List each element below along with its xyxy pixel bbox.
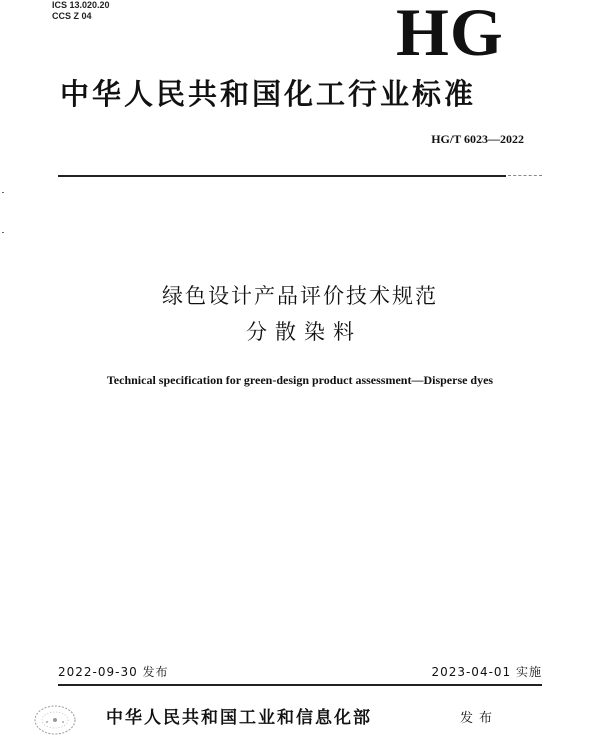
ics-code: ICS 13.020.20 xyxy=(52,0,110,10)
ccs-code: CCS Z 04 xyxy=(52,11,92,21)
ministry-seal-icon xyxy=(30,700,80,736)
issuing-action: 发布 xyxy=(460,711,499,726)
bottom-divider xyxy=(58,684,542,686)
margin-mark xyxy=(2,232,4,233)
top-divider xyxy=(58,175,506,177)
hg-logo: HG xyxy=(396,0,504,70)
standard-type-title: 中华人民共和国化工行业标准 xyxy=(60,77,477,111)
standard-number: HG/T 6023—2022 xyxy=(431,132,524,146)
document-subtitle-cn: 分散染料 xyxy=(246,320,362,344)
classification-codes xyxy=(52,0,110,22)
margin-mark xyxy=(2,192,4,193)
issuing-authority: 中华人民共和国工业和信息化部 xyxy=(106,708,372,728)
document-title-cn: 绿色设计产品评价技术规范 xyxy=(162,284,438,308)
release-date: 2022-09-30 发布 xyxy=(58,665,169,679)
implementation-date: 2023-04-01 实施 xyxy=(431,665,542,679)
top-divider-tail xyxy=(508,175,542,176)
document-title-en: Technical specification for green-design product assessment—Disperse dyes xyxy=(106,373,494,387)
